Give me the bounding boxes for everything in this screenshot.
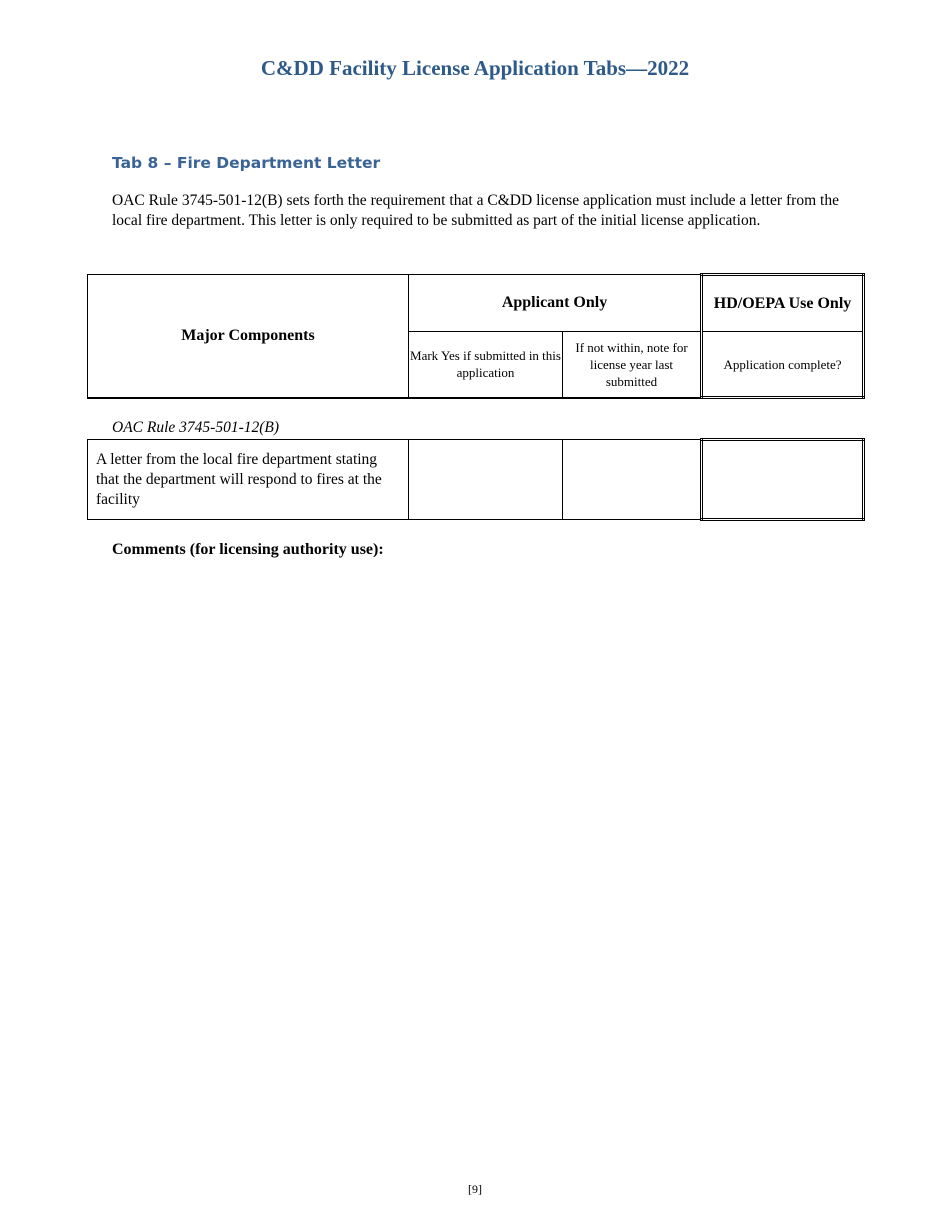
mark-yes-header: Mark Yes if submitted in this application (409, 332, 563, 398)
rule-label: OAC Rule 3745-501-12(B) (112, 419, 280, 436)
applicant-only-header: Applicant Only (409, 275, 702, 332)
table-row (88, 440, 864, 520)
component-description: A letter from the local fire department stating that the department will respond to fires at the facility (88, 440, 409, 520)
license-year-header: If not within, note for license year last submitted (563, 332, 702, 398)
hd-oepa-header: HD/OEPA Use Only (702, 275, 864, 332)
comments-label: Comments (for licensing authority use): (112, 541, 384, 558)
application-complete-cell[interactable] (702, 440, 864, 520)
license-year-cell[interactable] (563, 440, 702, 520)
mark-yes-cell[interactable] (409, 440, 563, 520)
section-heading: Tab 8 – Fire Department Letter (112, 154, 381, 172)
requirements-header-table (87, 273, 865, 399)
intro-paragraph: OAC Rule 3745-501-12(B) sets forth the requirement that a C&DD license application must include a letter from the local fire department. This letter is only required to be submitted as part of the initial license application. (112, 192, 839, 229)
major-components-header: Major Components (88, 275, 409, 398)
document-title: C&DD Facility License Application Tabs—2022 (260, 56, 690, 80)
page-number: [9] (468, 1182, 482, 1196)
application-complete-header: Application complete? (702, 332, 864, 398)
requirements-table (87, 438, 865, 521)
